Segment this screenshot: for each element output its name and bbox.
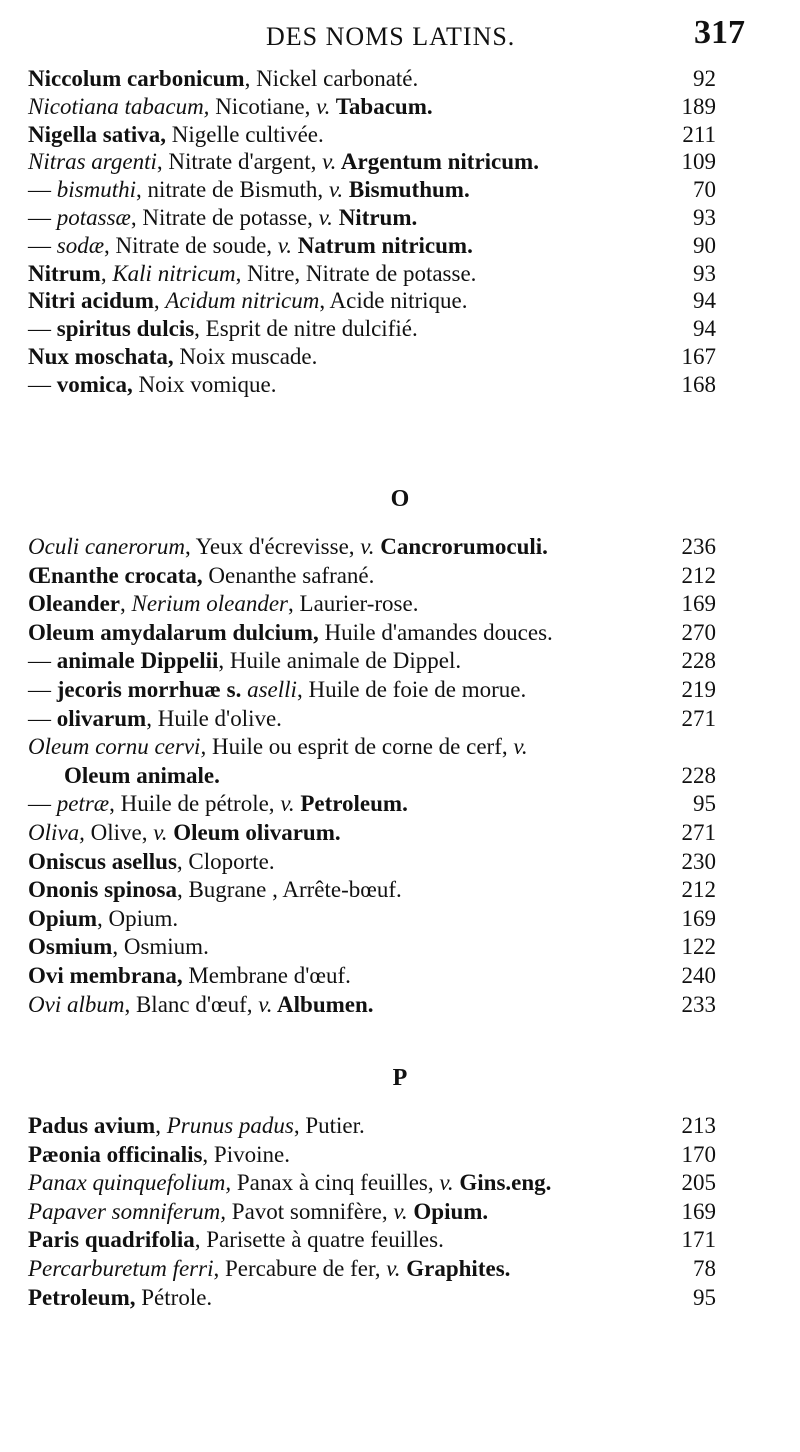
entry-page-number: 205 (681, 1170, 716, 1196)
entry-fragment: , Acide nitrique. (319, 288, 468, 314)
entry-fragment: Panax à cinq feuilles, (231, 1170, 440, 1196)
entry-fragment: Opium. (407, 1198, 489, 1224)
page-header (0, 12, 800, 62)
entry-page-number: 70 (693, 177, 716, 203)
entry-page-number: 93 (693, 204, 716, 230)
entry-fragment: , Huile d'olive. (146, 705, 282, 731)
entry-page-number: 122 (681, 934, 716, 960)
entry-fragment: Nicotiana tabacum, (28, 93, 210, 119)
entry-fragment: Graphites. (400, 1255, 511, 1281)
entry-text (28, 591, 418, 617)
entry-fragment: Papaver somniferum, (28, 1198, 227, 1224)
entry-fragment: Bismuthum. (343, 177, 470, 203)
entry-text (28, 791, 408, 817)
entry-fragment: Œnanthe crocata, (28, 562, 203, 588)
entry-page-number: 189 (681, 93, 716, 119)
entry-fragment: v. (393, 1198, 408, 1224)
index-entry (0, 706, 800, 735)
entry-text (28, 620, 553, 646)
entry-fragment: , Nickel carbonaté. (244, 66, 419, 91)
entry-fragment: Nitras argenti (28, 149, 157, 175)
entry-page-number: 78 (693, 1255, 716, 1281)
entry-text (28, 677, 526, 703)
entry-fragment: Huile ou esprit de corne de cerf, (206, 734, 514, 760)
index-entry (0, 261, 800, 289)
entry-fragment: , Huile de foie de morue. (296, 676, 527, 702)
entry-text (28, 372, 277, 398)
entry-fragment: v. (322, 149, 337, 175)
section-n (0, 66, 800, 400)
entry-fragment: , Nitrate de potasse, (130, 204, 319, 230)
entry-fragment: , Huile animale de Dippel. (218, 648, 462, 674)
entry-fragment: , Nitre, Nitrate de potasse. (235, 260, 477, 286)
entry-fragment: Noix muscade. (173, 343, 318, 369)
entry-page-number: 240 (681, 962, 716, 988)
entry-fragment: Nitri acidum (28, 288, 154, 314)
entry-fragment: Nux moschata, (28, 343, 174, 369)
entry-fragment: , Yeux d'écrevisse, (184, 534, 361, 559)
entry-fragment: Cancrorumoculi. (374, 534, 548, 559)
index-entry (0, 791, 800, 820)
entry-fragment: vomica, (56, 371, 133, 397)
entry-fragment: Nicotiane, (209, 93, 317, 119)
entry-fragment: Oleum olivarum. (167, 819, 341, 845)
entry-page-number: 270 (681, 619, 716, 645)
entry-page-number: 213 (681, 1113, 716, 1138)
entry-fragment: v. (318, 204, 333, 230)
index-entry (0, 934, 800, 963)
entry-fragment: — (28, 705, 57, 731)
entry-text (28, 706, 282, 732)
entry-text (28, 1256, 510, 1282)
entry-text (28, 820, 341, 846)
entry-fragment: — (28, 232, 57, 258)
entry-text (28, 734, 528, 760)
entry-page-number: 170 (681, 1141, 716, 1167)
entry-text (28, 992, 374, 1018)
entry-fragment: Nerium oleander (131, 591, 289, 617)
index-entry (0, 1285, 800, 1314)
index-entry (0, 372, 800, 400)
entry-fragment: Huile d'amandes douces. (318, 619, 553, 645)
entry-page-number: 109 (681, 149, 716, 175)
entry-fragment: , (100, 260, 113, 286)
entry-fragment: v. (439, 1170, 454, 1196)
entry-page-number: 212 (681, 877, 716, 903)
entry-fragment: Oculi canerorum (28, 534, 185, 559)
entry-text (28, 316, 418, 342)
entry-page-number: 93 (693, 260, 716, 286)
entry-text (28, 906, 178, 932)
section-letter-o: O (390, 486, 410, 512)
entry-page-number: 95 (693, 1284, 716, 1310)
entry-fragment: Ononis spinosa (28, 877, 177, 903)
entry-fragment: Oniscus asellus (28, 848, 177, 874)
entry-text (28, 534, 548, 560)
entry-fragment: , Opium. (97, 905, 179, 931)
entry-page-number: 90 (693, 232, 716, 258)
entry-fragment: , Laurier-rose. (288, 591, 419, 617)
entry-fragment: , Blanc d'œuf, (124, 991, 259, 1017)
entry-fragment: Nigelle cultivée. (166, 121, 324, 147)
entry-text (28, 963, 351, 989)
entry-fragment: , (153, 288, 166, 314)
entry-page-number: 211 (682, 121, 716, 147)
entry-fragment: , Putier. (293, 1113, 365, 1138)
entry-page-number: 171 (681, 1227, 716, 1253)
index-entry (0, 620, 800, 649)
entry-text (28, 934, 209, 960)
entry-fragment: Petroleum. (294, 791, 408, 817)
entry-fragment: Natrum nitricum. (292, 232, 473, 258)
entry-fragment: , Percabure de fer, (213, 1255, 387, 1281)
entry-fragment: v. (258, 991, 273, 1017)
entry-fragment: v. (386, 1255, 401, 1281)
entry-fragment: — (28, 371, 57, 397)
index-entry (0, 734, 800, 763)
entry-text (28, 205, 417, 231)
entry-text (28, 1227, 444, 1253)
entry-fragment: Paris quadrifolia (28, 1227, 195, 1253)
entry-fragment: Noix vomique. (132, 371, 277, 397)
entry-fragment: v. (280, 791, 295, 817)
entry-fragment: — (28, 791, 57, 817)
entry-fragment: Oleum amydalarum dulcium, (28, 619, 319, 645)
entry-fragment: Oenanthe safrané. (202, 562, 375, 588)
entry-page-number: 228 (681, 762, 716, 788)
page-number: 317 (694, 14, 745, 51)
index-entry (0, 648, 800, 677)
index-entry (0, 677, 800, 706)
index-entry (0, 177, 800, 205)
entry-fragment: Ovi membrana, (28, 962, 183, 988)
entry-fragment: Tabacum. (330, 93, 433, 119)
entry-fragment: , Bugrane , Arrête-bœuf. (176, 877, 402, 903)
entry-fragment: — (28, 177, 57, 203)
entry-fragment: Oleum animale. (64, 762, 220, 788)
entry-fragment: v. (513, 734, 528, 760)
entry-text (28, 1285, 212, 1311)
entry-page-number: 230 (681, 848, 716, 874)
entry-page-number: 236 (681, 534, 716, 559)
index-entry (0, 906, 800, 935)
entry-fragment: , Huile de pétrole, (109, 791, 281, 817)
index-entry (0, 763, 800, 792)
entry-text (28, 94, 433, 120)
entry-fragment: potassæ (56, 204, 131, 230)
entry-page-number: 271 (681, 819, 716, 845)
index-entry (0, 534, 800, 563)
index-entry (0, 1142, 800, 1171)
entry-fragment: Percarburetum ferri (28, 1255, 214, 1281)
index-entry (0, 877, 800, 906)
entry-fragment: Gins.eng. (453, 1170, 552, 1196)
section-letter-p: P (392, 1065, 408, 1091)
entry-fragment: Ovi album (28, 991, 125, 1017)
index-entry (0, 1227, 800, 1256)
entry-fragment: olivarum (56, 705, 147, 731)
entry-page-number: 169 (681, 905, 716, 931)
index-entry (0, 591, 800, 620)
entry-fragment: aselli (247, 676, 297, 702)
entry-fragment: sodæ (56, 232, 105, 258)
entry-fragment: , Pivoine. (202, 1141, 290, 1167)
index-entry (0, 1170, 800, 1199)
entry-fragment: Panax quinquefolium, (28, 1170, 232, 1196)
entry-fragment: Petroleum, (28, 1284, 136, 1310)
entry-fragment: Argentum nitricum. (336, 149, 539, 175)
entry-fragment: Opium (28, 905, 98, 931)
entry-fragment: Nitrum (28, 260, 101, 286)
entry-fragment: — (28, 204, 57, 230)
entry-text (28, 648, 461, 674)
entry-fragment: v. (153, 819, 168, 845)
entry-text (28, 177, 470, 203)
index-entry (0, 1113, 800, 1142)
entry-fragment: Oleander (28, 591, 120, 617)
entry-fragment: v. (360, 534, 375, 559)
index-entry (0, 820, 800, 849)
entry-fragment: — (28, 316, 57, 342)
entry-fragment: v. (316, 93, 331, 119)
entry-page-number: 95 (693, 791, 716, 817)
entry-text (28, 1113, 365, 1139)
entry-text (28, 849, 275, 875)
entry-page-number: 94 (693, 316, 716, 342)
entry-text (64, 763, 220, 789)
entry-fragment: jecoris morrhuæ s. (56, 676, 248, 702)
index-entry (0, 1256, 800, 1285)
entry-fragment: Padus avium (28, 1113, 156, 1138)
entry-fragment: — (28, 648, 57, 674)
index-entry (0, 344, 800, 372)
entry-page-number: 212 (681, 562, 716, 588)
entry-text (28, 344, 317, 370)
entry-text (28, 261, 476, 287)
running-title: DES NOMS LATINS. (266, 22, 516, 51)
entry-fragment: Nigella sativa, (28, 121, 166, 147)
entry-fragment: Albumen. (272, 991, 374, 1017)
entry-text (28, 288, 468, 314)
entry-page-number: 228 (681, 648, 716, 674)
entry-text (28, 149, 539, 175)
entry-page-number: 169 (681, 1198, 716, 1224)
entry-fragment: petræ (56, 791, 110, 817)
index-entry (0, 563, 800, 592)
entry-fragment: Pétrole. (135, 1284, 213, 1310)
entry-fragment: , nitrate de Bismuth, (135, 177, 329, 203)
entry-page-number: 167 (681, 343, 716, 369)
entry-page-number: 169 (681, 591, 716, 617)
index-entry (0, 316, 800, 344)
entry-text (28, 122, 324, 148)
entry-fragment: Pavot somnifère, (226, 1198, 394, 1224)
entry-text (28, 66, 418, 92)
entry-fragment: Kali nitricum (112, 260, 236, 286)
entry-fragment: bismuthi (56, 177, 136, 203)
entry-fragment: — (28, 676, 57, 702)
entry-fragment: Niccolum carbonicum (28, 66, 245, 91)
index-entry (0, 849, 800, 878)
entry-fragment: Olive, (84, 819, 154, 845)
index-entry (0, 963, 800, 992)
entry-page-number: 92 (693, 66, 716, 91)
entry-page-number: 94 (693, 288, 716, 314)
index-entry (0, 66, 800, 94)
entry-fragment: , Nitrate d'argent, (156, 149, 323, 175)
entry-fragment: spiritus dulcis (56, 316, 195, 342)
entry-text (28, 877, 402, 903)
index-entry (0, 149, 800, 177)
entry-fragment: Acidum nitricum (165, 288, 320, 314)
entry-text (28, 233, 473, 259)
entry-fragment: Pæonia officinalis (28, 1141, 203, 1167)
entry-page-number: 219 (681, 676, 716, 702)
entry-fragment: Oleum cornu cervi, (28, 734, 207, 760)
index-entry (0, 992, 800, 1021)
entry-fragment: , (120, 591, 132, 617)
entry-fragment: Nitrum. (332, 204, 418, 230)
index-entry (0, 1199, 800, 1228)
entry-fragment: , (155, 1113, 167, 1138)
entry-text (28, 1142, 290, 1168)
entry-fragment: Prunus padus (166, 1113, 294, 1138)
index-entry (0, 122, 800, 150)
entry-fragment: , Osmium. (112, 934, 209, 960)
entry-fragment: , Parisette à quatre feuilles. (194, 1227, 444, 1253)
entry-fragment: animale Dippelii (56, 648, 219, 674)
entry-fragment: , Esprit de nitre dulcifié. (194, 316, 418, 342)
entry-fragment: , Nitrate de soude, (104, 232, 278, 258)
entry-fragment: Oliva, (28, 819, 85, 845)
entry-text (28, 563, 374, 589)
entry-fragment: v. (328, 177, 344, 203)
index-entry (0, 94, 800, 122)
entry-fragment: Membrane d'œuf. (182, 962, 351, 988)
entry-text (28, 1199, 488, 1225)
entry-fragment: , Cloporte. (176, 848, 275, 874)
entry-page-number: 168 (681, 371, 716, 397)
entry-page-number: 271 (681, 705, 716, 731)
index-entry (0, 288, 800, 316)
index-entry (0, 205, 800, 233)
entry-text (28, 1170, 551, 1196)
index-entry (0, 233, 800, 261)
entry-fragment: v. (277, 232, 293, 258)
entry-fragment: Osmium (28, 934, 113, 960)
entry-page-number: 233 (681, 991, 716, 1017)
